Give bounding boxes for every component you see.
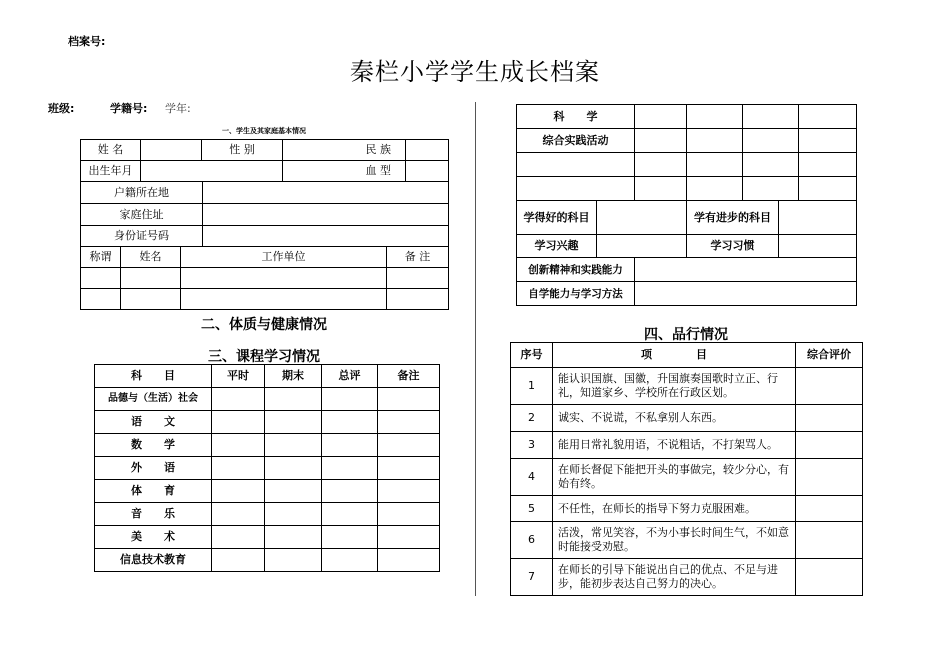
learning-table — [516, 200, 857, 258]
family-header-work: 工作单位 — [181, 247, 387, 268]
course-header-subject: 科 目 — [95, 365, 212, 388]
section1-heading: 一、学生及其家庭基本情况 — [222, 127, 306, 135]
id-label: 身份证号码 — [81, 226, 203, 247]
conduct-no: 3 — [511, 432, 553, 459]
conduct-item: 在师长的引导下能说出自己的优点、不足与进步，能初步表达自己努力的决心。 — [553, 559, 796, 596]
table-row — [95, 503, 440, 526]
course-table — [94, 364, 440, 572]
address-table — [80, 181, 449, 247]
school-year-label: 学年: — [165, 102, 191, 115]
student-number-label: 学籍号: — [110, 102, 148, 115]
subject-label: 科 学 — [517, 105, 635, 129]
table-row — [511, 432, 863, 459]
class-label: 班级: — [48, 102, 75, 115]
conduct-header-item: 项 目 — [553, 343, 796, 368]
name-field[interactable] — [141, 140, 202, 161]
conduct-item: 不任性，在师长的指导下努力克服困难。 — [553, 496, 796, 522]
table-row — [95, 526, 440, 549]
table-row — [517, 105, 857, 129]
family-header-relation: 称谓 — [81, 247, 121, 268]
innovation-label: 创新精神和实践能力 — [517, 258, 635, 282]
id-field[interactable] — [203, 226, 449, 247]
course-header-overall: 总评 — [322, 365, 378, 388]
improved-subject-field[interactable] — [779, 201, 857, 235]
habit-field[interactable] — [779, 235, 857, 258]
table-row — [81, 289, 449, 310]
table-row — [511, 459, 863, 496]
birth-field[interactable] — [141, 161, 283, 182]
table-row — [511, 522, 863, 559]
family-header-note: 备 注 — [387, 247, 449, 268]
basic-info-table — [80, 139, 449, 182]
gender-label: 性 别 — [202, 140, 283, 161]
table-row — [511, 496, 863, 522]
table-row — [511, 368, 863, 405]
page-title: 秦栏小学学生成长档案 — [350, 58, 600, 86]
subject-label: 数 学 — [95, 434, 212, 457]
conduct-header-no: 序号 — [511, 343, 553, 368]
course-header-note: 备注 — [378, 365, 440, 388]
family-table — [80, 246, 449, 310]
table-row — [95, 388, 440, 411]
birth-label: 出生年月 — [81, 161, 141, 182]
good-subject-label: 学得好的科目 — [517, 201, 597, 235]
conduct-evaluation-field[interactable] — [796, 405, 863, 432]
science-table — [516, 104, 857, 201]
self-study-label: 自学能力与学习方法 — [517, 282, 635, 306]
interest-field[interactable] — [597, 235, 687, 258]
conduct-evaluation-field[interactable] — [796, 496, 863, 522]
course-header-usual: 平时 — [212, 365, 265, 388]
innovation-field[interactable] — [635, 258, 857, 282]
section3-heading: 三、课程学习情况 — [208, 349, 320, 365]
habit-label: 学习习惯 — [687, 235, 779, 258]
good-subject-field[interactable] — [597, 201, 687, 235]
conduct-evaluation-field[interactable] — [796, 559, 863, 596]
conduct-no: 1 — [511, 368, 553, 405]
address-field[interactable] — [203, 204, 449, 226]
blood-field[interactable] — [406, 161, 449, 182]
table-row — [95, 549, 440, 572]
table-row — [81, 268, 449, 289]
page-divider — [475, 102, 476, 596]
conduct-item: 诚实、不说谎，不私拿别人东西。 — [553, 405, 796, 432]
section4-heading: 四、品行情况 — [644, 327, 728, 343]
hukou-label: 户籍所在地 — [81, 182, 203, 204]
conduct-evaluation-field[interactable] — [796, 368, 863, 405]
table-row — [517, 129, 857, 153]
subject-label: 体 育 — [95, 480, 212, 503]
subject-label: 语 文 — [95, 411, 212, 434]
ethnicity-field[interactable] — [406, 140, 449, 161]
family-header-name: 姓名 — [121, 247, 181, 268]
address-label: 家庭住址 — [81, 204, 203, 226]
conduct-no: 6 — [511, 522, 553, 559]
course-header-final: 期末 — [265, 365, 322, 388]
name-label: 姓 名 — [81, 140, 141, 161]
table-row — [511, 559, 863, 596]
conduct-no: 5 — [511, 496, 553, 522]
table-row — [511, 405, 863, 432]
table-row — [95, 457, 440, 480]
conduct-no: 7 — [511, 559, 553, 596]
hukou-field[interactable] — [203, 182, 449, 204]
conduct-item: 能认识国旗、国徽，升国旗奏国歌时立正、行礼，知道家乡、学校所在行政区划。 — [553, 368, 796, 405]
ethnicity-label: 民 族 — [283, 140, 406, 161]
subject-label: 品德与（生活）社会 — [95, 388, 212, 411]
table-row — [517, 153, 857, 177]
blood-label: 血 型 — [283, 161, 406, 182]
conduct-item: 在师长督促下能把开头的事做完，较少分心，有始有终。 — [553, 459, 796, 496]
section2-heading: 二、体质与健康情况 — [201, 317, 327, 333]
table-row — [517, 177, 857, 201]
ability-table — [516, 257, 857, 306]
subject-label: 美 术 — [95, 526, 212, 549]
conduct-evaluation-field[interactable] — [796, 459, 863, 496]
table-row — [95, 411, 440, 434]
subject-label: 综合实践活动 — [517, 129, 635, 153]
subject-label: 信息技术教育 — [95, 549, 212, 572]
file-number-label: 档案号: — [68, 35, 106, 48]
conduct-header-evaluation: 综合评价 — [796, 343, 863, 368]
conduct-item: 活泼，常见笑容，不为小事长时间生气，不如意时能接受劝慰。 — [553, 522, 796, 559]
table-row — [95, 480, 440, 503]
conduct-evaluation-field[interactable] — [796, 432, 863, 459]
self-study-field[interactable] — [635, 282, 857, 306]
conduct-item: 能用日常礼貌用语，不说粗话，不打架骂人。 — [553, 432, 796, 459]
conduct-no: 4 — [511, 459, 553, 496]
interest-label: 学习兴趣 — [517, 235, 597, 258]
table-row — [95, 434, 440, 457]
improved-subject-label: 学有进步的科目 — [687, 201, 779, 235]
conduct-evaluation-field[interactable] — [796, 522, 863, 559]
conduct-no: 2 — [511, 405, 553, 432]
subject-label: 音 乐 — [95, 503, 212, 526]
conduct-table — [510, 342, 863, 596]
subject-label: 外 语 — [95, 457, 212, 480]
